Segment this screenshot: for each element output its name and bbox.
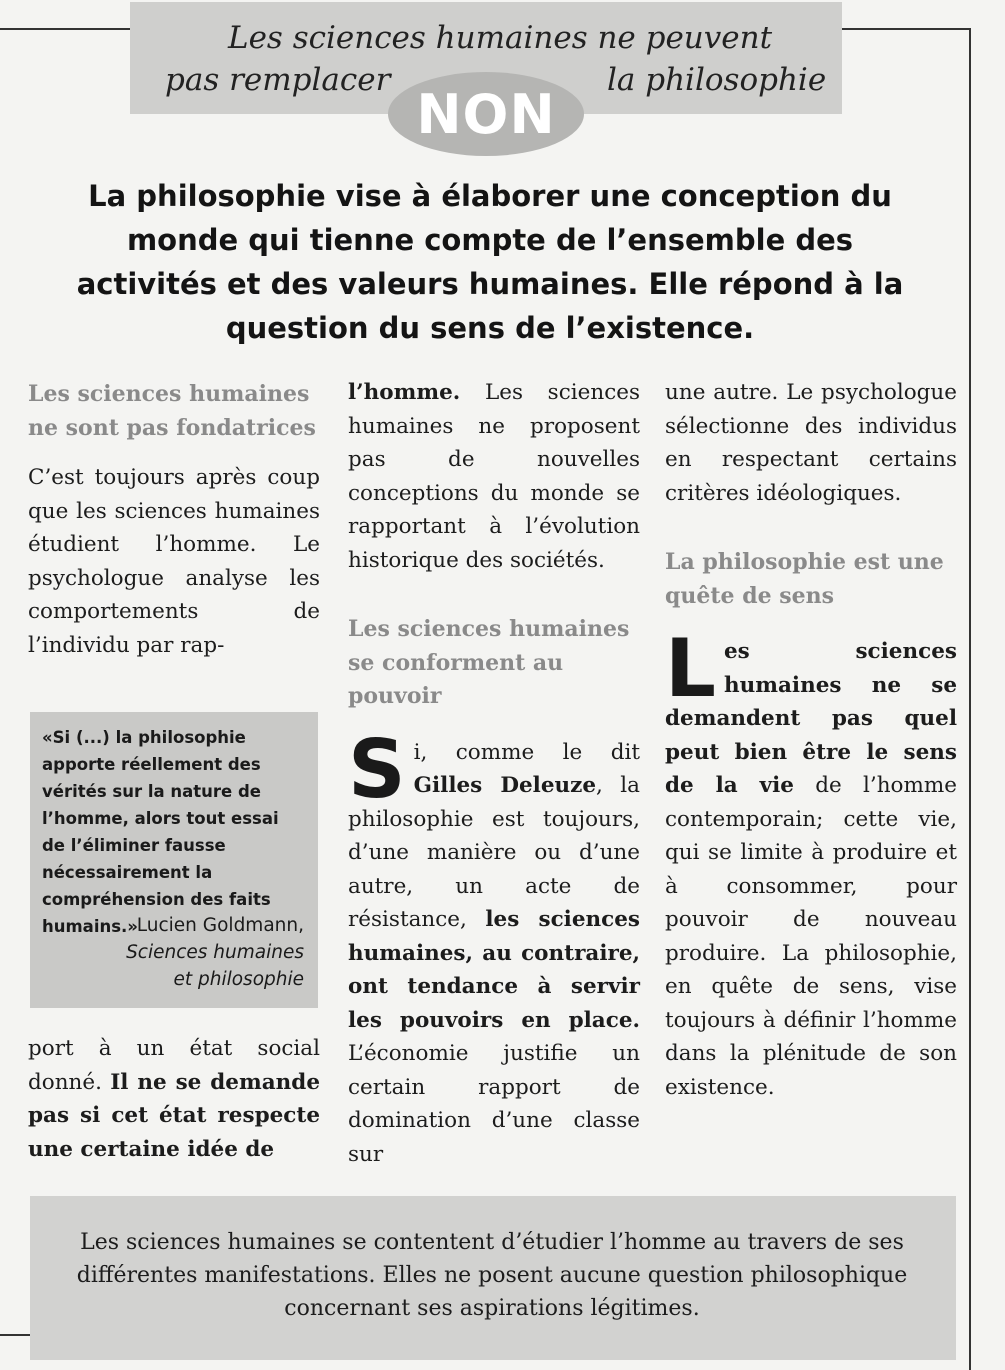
column-1-paragraph: C’est toujours après coup que les sciences humaines étudient l’homme. Le psychologue analyse les comportements de l’individu par rap- <box>28 465 320 658</box>
column-2-paragraph-2 <box>348 722 641 1172</box>
quote-attribution <box>42 912 304 993</box>
column-2 <box>348 376 640 1171</box>
column-1-continuation <box>28 1032 320 1166</box>
column-3-p2-bold: es sciences humaines ne se demandent pas quel peut bien être le sens de la vie <box>665 639 957 798</box>
column-2-p1-plain: Les sciences humaines ne proposent pas de nouvelles conceptions du monde se rapportant à l’évolution historique des sociétés. <box>348 380 640 573</box>
column-1-bottom <box>28 1032 320 1166</box>
title-line-2-right: la philosophie <box>607 62 827 98</box>
column-2-p2-c: L’économie justifie un certain rapport de domination d’une classe sur <box>348 1041 640 1167</box>
quote-text: «Si (...) la philosophie apporte réellement des vérités sur la nature de l’homme, alors tout essai de l’éliminer fausse nécessairement la compréhension des faits humains.» <box>42 728 279 936</box>
column-1-cont-bold: Il ne se demande pas si cet état respecte une certaine idée de <box>28 1069 320 1162</box>
column-3-p2-plain: de l’homme contemporain; cette vie, qui se limite à produire et à consommer, pour pouvoir de nouveau produire. La philosophie, en quête de sens, vise toujours à définir l’homme dans la plénitude de son existence. <box>665 773 957 1100</box>
column-2-p2-b: , la philosophie est toujours, d’une manière ou d’une autre, un acte de résistance, <box>348 773 640 932</box>
non-badge: NON <box>388 72 584 156</box>
quote-work-line-2: et philosophie <box>173 969 304 990</box>
lead-paragraph: La philosophie vise à élaborer une conception du monde qui tienne compte de l’ensemble des activités et des valeurs humaines. Elle répond à la question du sens de l’existence. <box>76 179 904 345</box>
column-2-paragraph-1 <box>348 376 640 577</box>
column-2-p2-bold: les sciences humaines, au contraire, ont tendance à servir les pouvoirs en place. <box>348 907 641 1033</box>
column-1-cont-plain: port à un état social donné. <box>28 1036 320 1095</box>
quote-author: Lucien Goldmann, <box>136 915 304 936</box>
title-line-1: Les sciences humaines ne peuvent <box>228 20 773 56</box>
column-3-drop-cap: L <box>665 622 716 715</box>
column-2-heading: Les sciences humaines se conforment au pouvoir <box>348 616 630 709</box>
column-2-p2-a: i, comme le dit <box>413 739 640 765</box>
column-2-drop-cap: S <box>348 722 406 816</box>
column-1-top <box>28 378 320 662</box>
quote-work-line-1: Sciences humaines <box>126 942 304 963</box>
column-3-paragraph-2 <box>665 622 957 1104</box>
summary-text: Les sciences humaines se contentent d’étudier l’homme au travers de ses différentes manifestations. Elles ne posent aucune question philosophique concernant ses aspirations légitimes. <box>76 1230 908 1321</box>
column-2-p2-name: Gilles Deleuze <box>413 773 597 798</box>
column-1-heading: Les sciences humaines ne sont pas fondatrices <box>28 381 316 441</box>
title-line-2-left: pas remplacer <box>165 62 391 98</box>
column-2-p1-bold: l’homme. <box>348 380 461 405</box>
column-3 <box>665 376 957 1104</box>
column-3-paragraph-1: une autre. Le psychologue sélectionne des individus en respectant certains critères idéologiques. <box>665 380 957 506</box>
frame-bottom-rule <box>0 1334 30 1336</box>
column-3-heading: La philosophie est une quête de sens <box>665 549 944 609</box>
